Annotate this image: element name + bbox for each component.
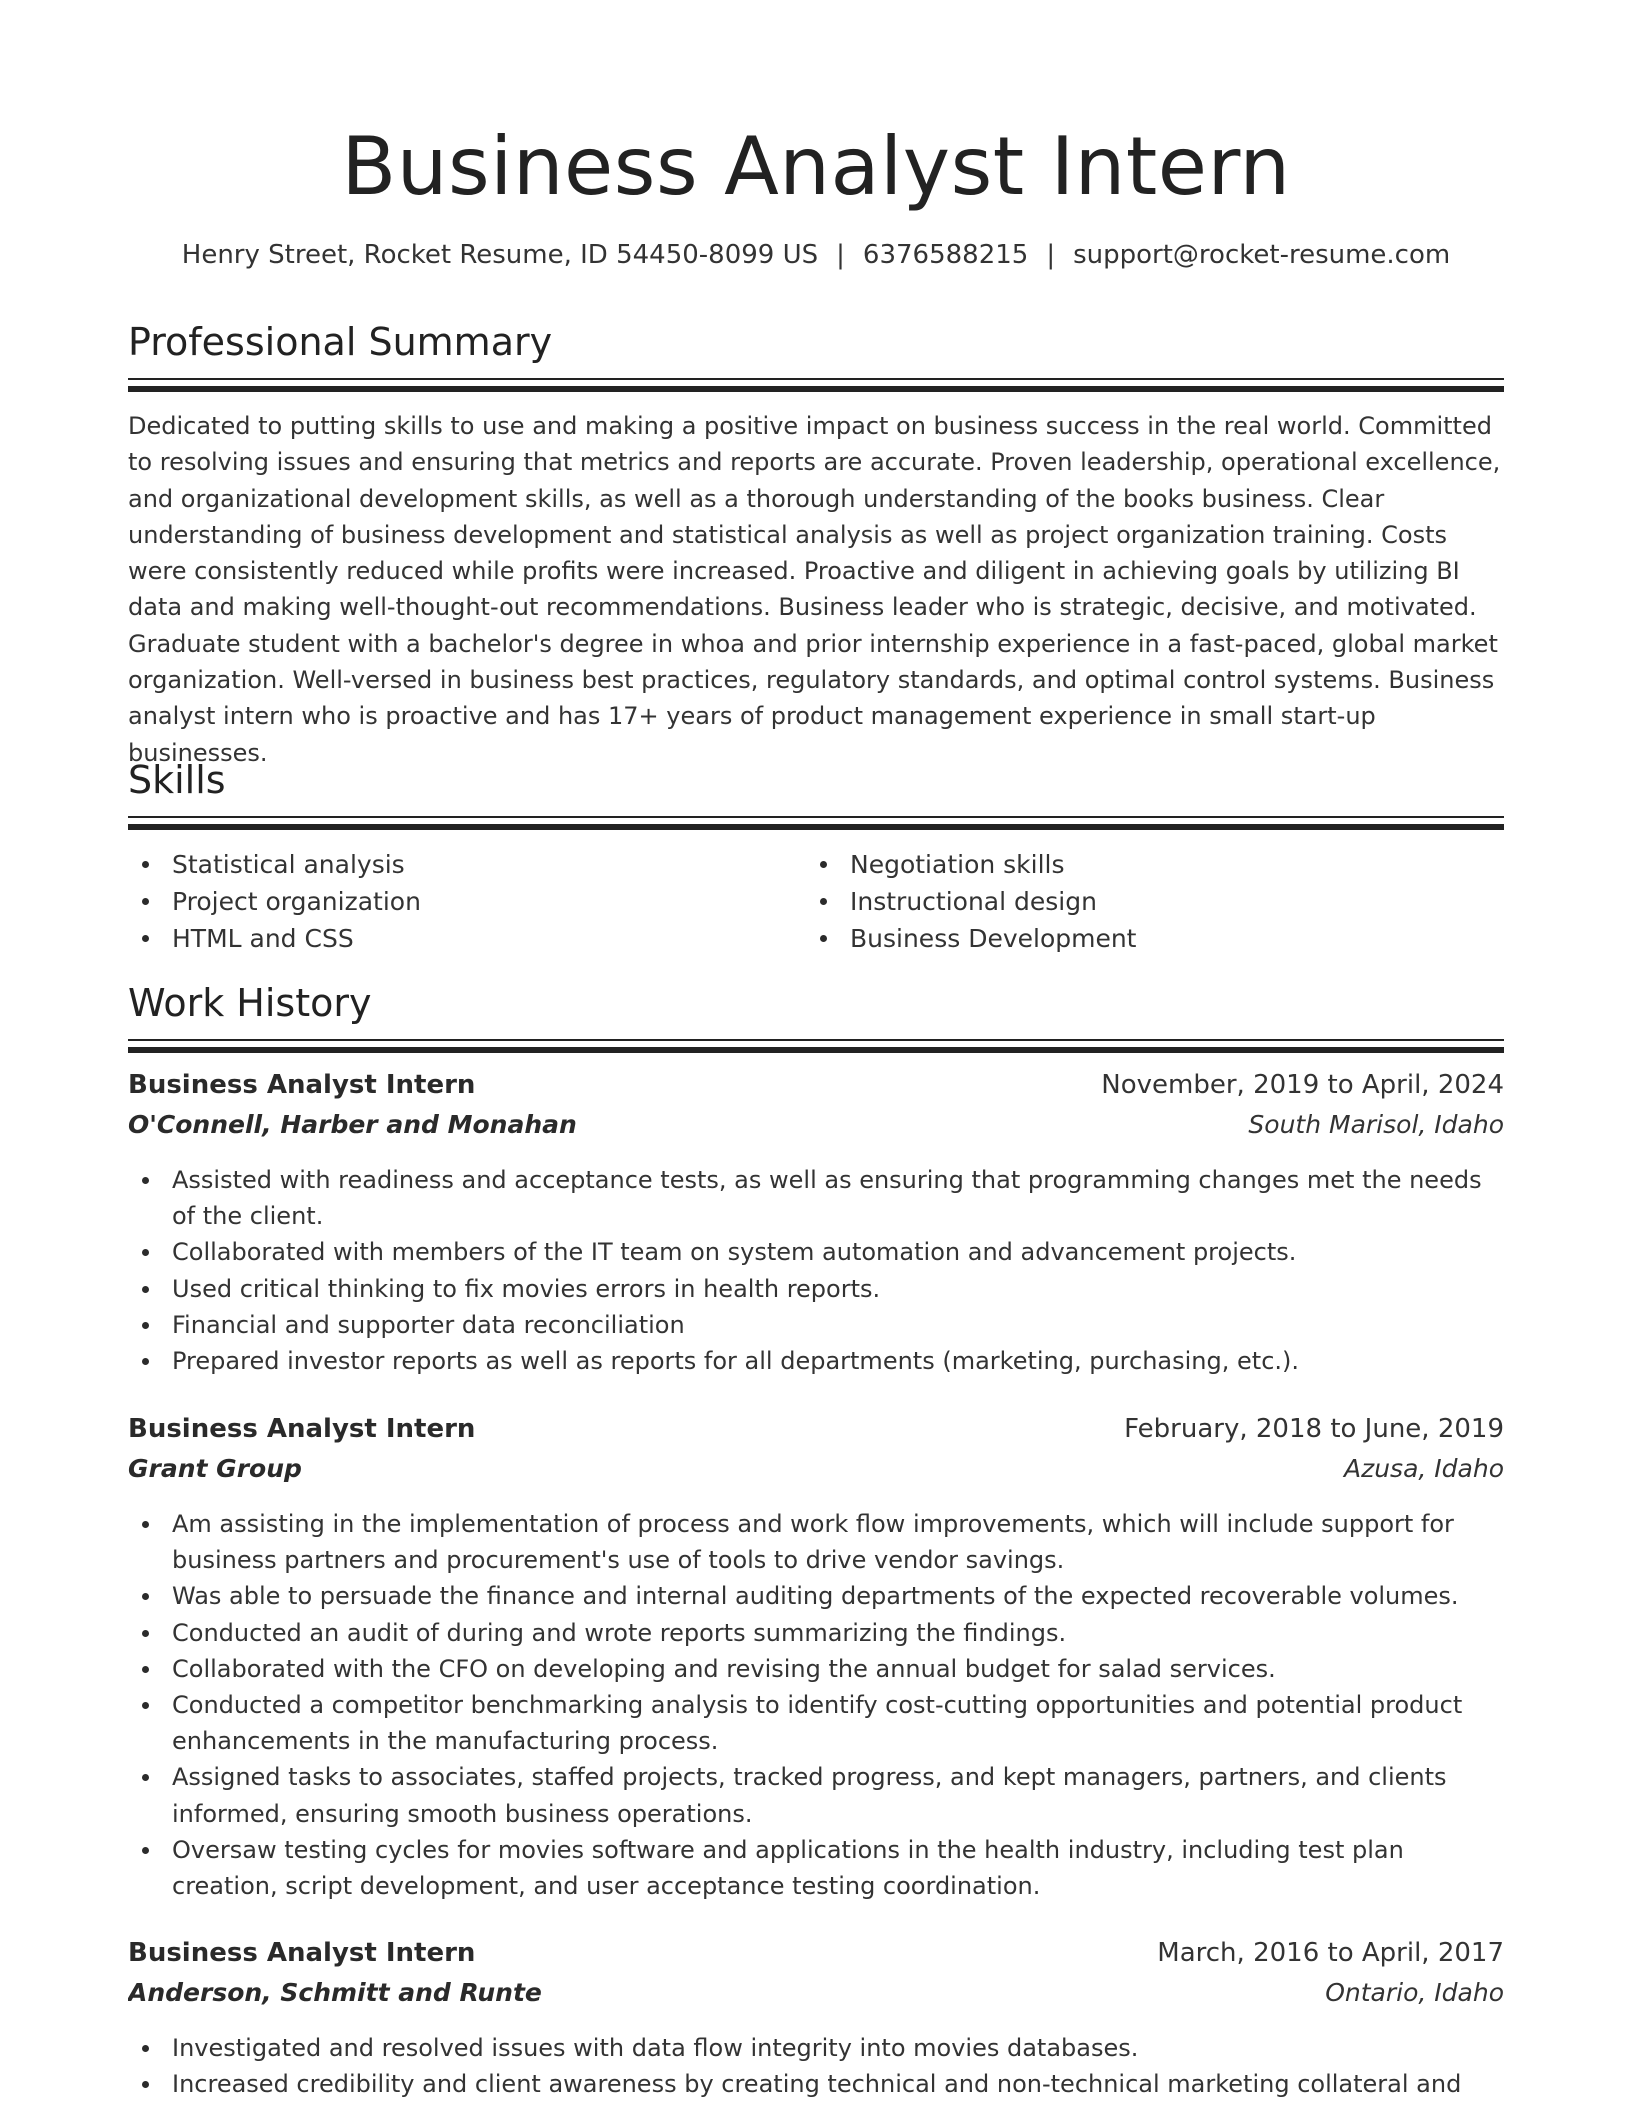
- job-duty: Conducted a competitor benchmarking analysis to identify cost-cutting opportunities and potential product enhancements in the manufacturing process.: [128, 1687, 1504, 1759]
- work-history-heading: Work History: [128, 981, 372, 1025]
- job-duty: Used critical thinking to fix movies errors in health reports.: [128, 1271, 1504, 1307]
- skill-item: HTML and CSS: [128, 920, 806, 957]
- work-history-divider: [128, 1039, 1504, 1053]
- skill-item: Business Development: [806, 920, 1484, 957]
- job-title: Business Analyst Intern: [128, 1414, 476, 1444]
- job-duties: [128, 1506, 1504, 1904]
- job-duty: Assisted with readiness and acceptance tests, as well as ensuring that programming changes met the needs of the client.: [128, 1162, 1504, 1234]
- job-dates: November, 2019 to April, 2024: [1101, 1070, 1504, 1100]
- job-company: O'Connell, Harber and Monahan: [128, 1110, 577, 1139]
- job-dates: March, 2016 to April, 2017: [1157, 1938, 1504, 1968]
- skill-item: Instructional design: [806, 883, 1484, 920]
- job-company: Grant Group: [128, 1454, 302, 1483]
- skills-divider: [128, 816, 1504, 830]
- resume-title: Business Analyst Intern: [341, 120, 1291, 213]
- job-location: Azusa, Idaho: [1343, 1454, 1504, 1483]
- skills-column-left: [128, 846, 806, 957]
- job-header: [128, 1070, 1504, 1110]
- job-title: Business Analyst Intern: [128, 1938, 476, 1968]
- job-entry: [128, 1938, 1504, 2102]
- skills-heading: Skills: [128, 758, 226, 802]
- job-subheader: [128, 1978, 1504, 2018]
- contact-phone: 6376588215: [862, 240, 1029, 270]
- job-header: [128, 1938, 1504, 1978]
- job-title: Business Analyst Intern: [128, 1070, 476, 1100]
- job-duty: Prepared investor reports as well as reports for all departments (marketing, purchasing, etc.).: [128, 1343, 1504, 1379]
- job-subheader: [128, 1454, 1504, 1494]
- job-duty: Collaborated with members of the IT team on system automation and advancement projects.: [128, 1234, 1504, 1270]
- contact-email: support@rocket-resume.com: [1073, 240, 1451, 270]
- skill-item: Project organization: [128, 883, 806, 920]
- job-entry: [128, 1070, 1504, 1379]
- skill-item: Statistical analysis: [128, 846, 806, 883]
- contact-separator: |: [836, 240, 845, 270]
- job-duty: Collaborated with the CFO on developing and revising the annual budget for salad services.: [128, 1651, 1504, 1687]
- job-duty: Am assisting in the implementation of process and work flow improvements, which will include support for business partners and procurement's use of tools to drive vendor savings.: [128, 1506, 1504, 1578]
- contact-address: Henry Street, Rocket Resume, ID 54450-8099 US: [181, 240, 819, 270]
- skill-item: Negotiation skills: [806, 846, 1484, 883]
- job-location: South Marisol, Idaho: [1248, 1110, 1504, 1139]
- job-header: [128, 1414, 1504, 1454]
- summary-text: Dedicated to putting skills to use and making a positive impact on business success in the real world. Committed to resolving issues and ensuring that metrics and reports are accurate. Proven leadership, operational excellence, and organizational development skills, as well as a thorough understanding of the books business. Clear understanding of business development and statistical analysis as well as project organization training. Costs were consistently reduced while profits were increased. Proactive and diligent in achieving goals by utilizing BI data and making well-thought-out recommendations. Business leader who is strategic, decisive, and motivated. Graduate student with a bachelor's degree in whoa and prior internship experience in a fast-paced, global market organization. Well-versed in business best practices, regulatory standards, and optimal control systems. Business analyst intern who is proactive and has 17+ years of product management experience in small start-up businesses.: [128, 412, 1501, 767]
- job-entry: [128, 1414, 1504, 1904]
- job-subheader: [128, 1110, 1504, 1150]
- job-duty: Assigned tasks to associates, staffed projects, tracked progress, and kept managers, partners, and clients informed, ensuring smooth business operations.: [128, 1759, 1504, 1831]
- contact-separator: |: [1046, 240, 1056, 270]
- summary-divider: [128, 378, 1504, 392]
- job-location: Ontario, Idaho: [1325, 1978, 1504, 2007]
- summary-heading: Professional Summary: [128, 320, 553, 364]
- job-duty: Investigated and resolved issues with data flow integrity into movies databases.: [128, 2030, 1504, 2066]
- job-duty: Oversaw testing cycles for movies software and applications in the health industry, including test plan creation, script development, and user acceptance testing coordination.: [128, 1832, 1504, 1904]
- job-duties: [128, 1162, 1504, 1379]
- resume-page: [128, 0, 1504, 2112]
- job-duty: Financial and supporter data reconciliation: [128, 1307, 1504, 1343]
- job-duty: Increased credibility and client awareness by creating technical and non-technical marketing collateral and: [128, 2066, 1504, 2102]
- job-dates: February, 2018 to June, 2019: [1124, 1414, 1504, 1444]
- job-duty: Was able to persuade the finance and internal auditing departments of the expected recoverable volumes.: [128, 1578, 1504, 1614]
- job-company: Anderson, Schmitt and Runte: [128, 1978, 542, 2007]
- contact-line: [128, 240, 1504, 270]
- job-duties: [128, 2030, 1504, 2102]
- skills-list: [128, 846, 1504, 957]
- job-duty: Conducted an audit of during and wrote reports summarizing the findings.: [128, 1615, 1504, 1651]
- skills-column-right: [806, 846, 1484, 957]
